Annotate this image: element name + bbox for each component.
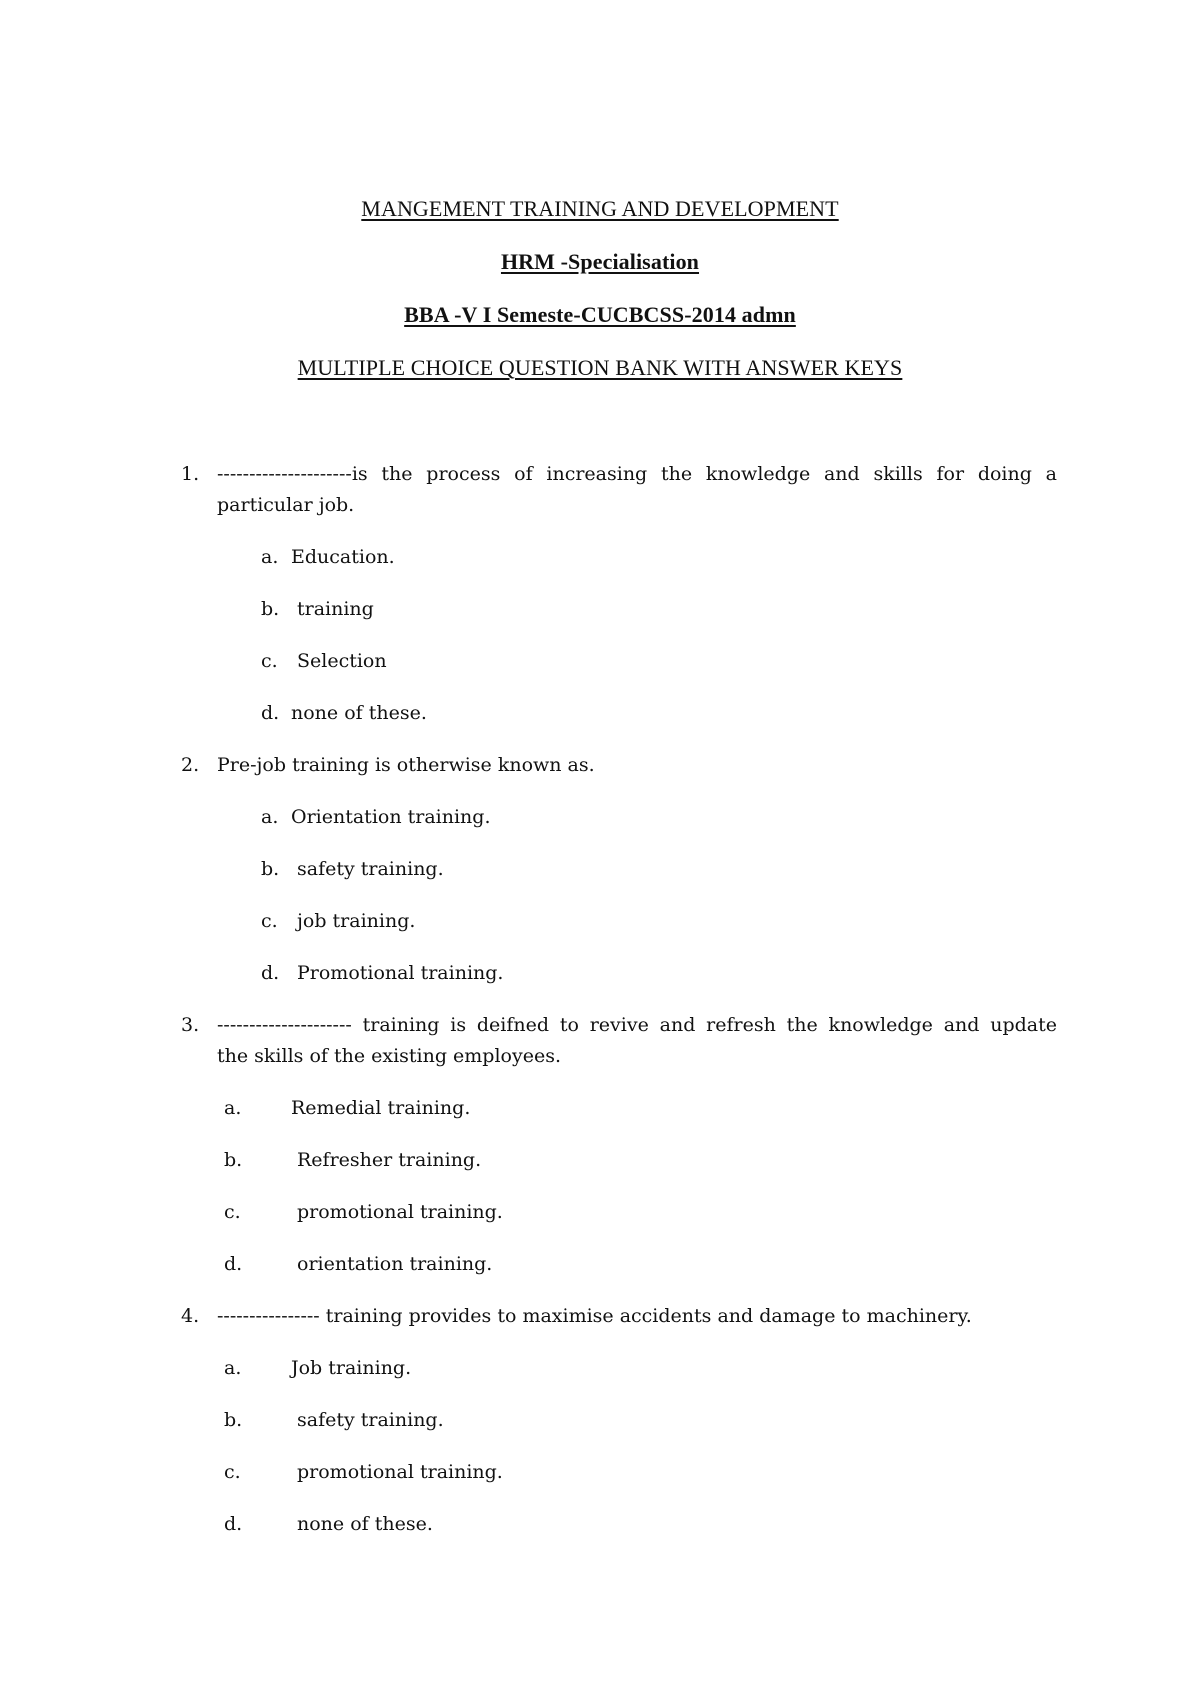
question-number: 4. [181, 1305, 200, 1327]
document-subtitle-question-bank: MULTIPLE CHOICE QUESTION BANK WITH ANSWER KEYS [297, 355, 903, 380]
question-number: 1. [181, 463, 200, 485]
option-letter: b. [224, 1409, 243, 1431]
question-number: 2. [181, 754, 200, 776]
option-text: none of these. [297, 1513, 433, 1535]
option-letter: a. [224, 1357, 242, 1379]
question-text: ---------------------is the process of increasing the knowledge and skills for doing a [217, 463, 1057, 485]
option-letter: b. [261, 858, 280, 880]
option-text: Remedial training. [291, 1097, 471, 1119]
option-letter: a. [224, 1097, 242, 1119]
option-text: Refresher training. [297, 1149, 482, 1171]
question-text: ---------------- training provides to maximise accidents and damage to machinery. [217, 1305, 972, 1327]
option-text: Education. [291, 546, 395, 568]
option-letter: b. [261, 598, 280, 620]
option-text: Orientation training. [291, 806, 491, 828]
option-text: safety training. [297, 858, 444, 880]
option-letter: c. [224, 1461, 241, 1483]
question-text-continued: particular job. [217, 494, 355, 516]
option-letter: d. [224, 1513, 243, 1535]
option-text: promotional training. [297, 1461, 503, 1483]
option-text: promotional training. [297, 1201, 503, 1223]
option-letter: c. [261, 910, 278, 932]
option-text: Job training. [291, 1357, 412, 1379]
option-letter: d. [224, 1253, 243, 1275]
option-text: training [297, 598, 374, 620]
option-text: Promotional training. [297, 962, 504, 984]
document-title: MANGEMENT TRAINING AND DEVELOPMENT [361, 196, 839, 221]
option-text: Selection [297, 650, 387, 672]
option-letter: b. [224, 1149, 243, 1171]
document-subtitle-semester: BBA -V I Semeste-CUCBCSS-2014 admn [404, 302, 796, 327]
option-letter: d. [261, 702, 280, 724]
option-text: none of these. [291, 702, 427, 724]
question-text: --------------------- training is deifned to revive and refresh the knowledge and update [217, 1014, 1057, 1036]
question-number: 3. [181, 1014, 200, 1036]
option-letter: c. [224, 1201, 241, 1223]
question-text: Pre-job training is otherwise known as. [217, 754, 595, 776]
document-subtitle-specialisation: HRM -Specialisation [500, 249, 700, 274]
question-text-continued: the skills of the existing employees. [217, 1045, 561, 1067]
option-letter: d. [261, 962, 280, 984]
option-text: orientation training. [297, 1253, 493, 1275]
option-letter: a. [261, 806, 279, 828]
option-text: safety training. [297, 1409, 444, 1431]
option-letter: a. [261, 546, 279, 568]
option-text: job training. [297, 910, 416, 932]
option-letter: c. [261, 650, 278, 672]
